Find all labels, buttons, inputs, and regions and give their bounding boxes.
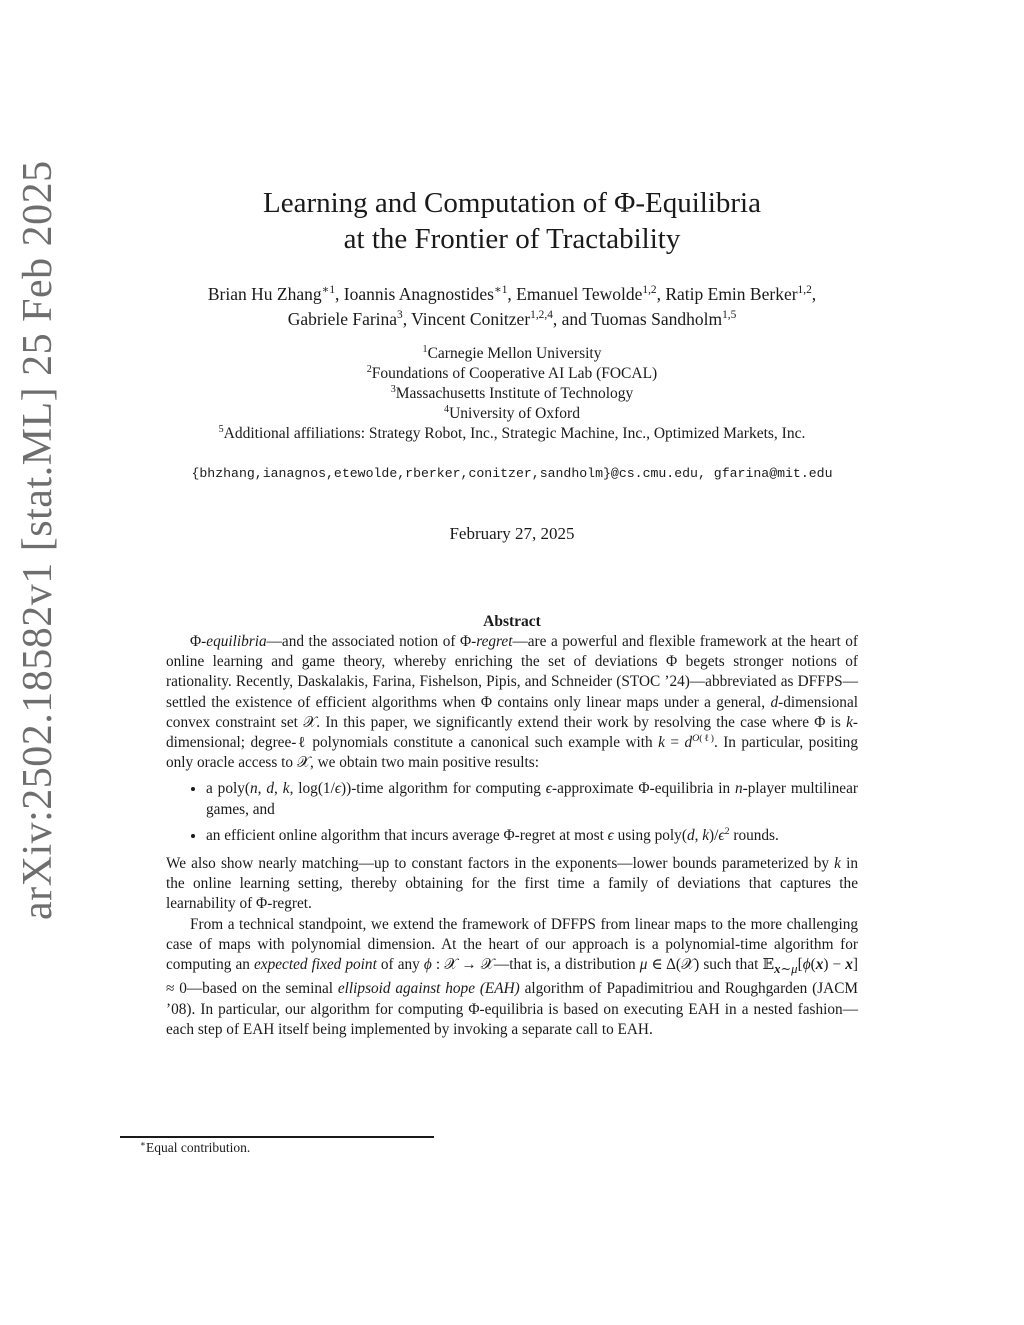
- author-mark: ∗1: [321, 284, 336, 297]
- author-name: Brian Hu Zhang: [207, 284, 322, 304]
- abstract-paragraph: Φ-equilibria—and the associated notion of Φ-regret—are a powerful and flexible framework at the heart of online learning and game theory, whereby enriching the set of deviations Φ begets stronger notions of rationality. Recently, Daskalakis, Farina, Fishelson, Pipis, and Schneider (STOC ’24)—abbreviated as DFFPS—settled the existence of efficient algorithms when Φ contains only linear maps under a general, d-dimensional convex constraint set 𝒳. In this paper, we significantly extend their work by resolving the case where Φ is k-dimensional; degree-ℓ polynomials constitute a canonical such example with $k = d^{O(\ell)}$. In particular, positing only oracle access to 𝒳, we obtain two main positive results:: [166, 633, 858, 772]
- affiliation-mark: 5: [218, 423, 224, 435]
- paper-title-line-2: at the Frontier of Tractability: [343, 223, 681, 255]
- footnote-text: Equal contribution.: [145, 1140, 251, 1155]
- author-name: Tuomas Sandholm: [590, 309, 723, 329]
- affiliation-text: Massachusetts Institute of Technology: [395, 385, 634, 402]
- affiliation-mark: 3: [390, 383, 396, 395]
- author-list: Brian Hu Zhang$^{∗1}$, Ioannis Anagnostides$^{∗1}$, Emanuel Tewolde$^{1,2}$, Ratip Emin Berker$^{1,2}$, Gabriele Farina$^3$, Vincent Conitzer$^{1,2,4}$, and Tuomas Sandholm$^{1,5}$: [207, 284, 817, 329]
- paper-title-line-1: Learning and Computation of Φ-Equilibria: [263, 187, 761, 219]
- affiliation-text: Carnegie Mellon University: [427, 345, 602, 362]
- affiliation-text: Additional affiliations: Strategy Robot, Inc., Strategic Machine, Inc., Optimized Markets, Inc.: [223, 425, 806, 442]
- author-mark: 1,2: [642, 284, 657, 297]
- footnote-divider: [120, 1136, 434, 1138]
- author-mark: 1,5: [722, 309, 737, 322]
- author-mark: 3: [397, 309, 403, 322]
- footnote: [140, 1140, 250, 1156]
- author-mark: ∗1: [493, 284, 508, 297]
- author-name: Ioannis Anagnostides: [343, 284, 494, 304]
- arxiv-identifier-stamp: arXiv:2502.18582v1 [stat.ML] 25 Feb 2025: [15, 160, 61, 920]
- affiliation-mark: 1: [422, 343, 428, 355]
- abstract-body: [166, 632, 858, 1040]
- affiliation-mark: 2: [366, 363, 372, 375]
- affiliation-list: [0, 344, 1024, 444]
- author-name: Gabriele Farina: [287, 309, 398, 329]
- abstract-paragraph: We also show nearly matching—up to constant factors in the exponents—lower bounds parameterized by k in the online learning setting, thereby obtaining for the first time a family of deviations that captures the learnability of Φ-regret.: [166, 855, 858, 913]
- author-mark: 1,2: [797, 284, 812, 297]
- affiliation-item: [0, 384, 1024, 404]
- author-name: Ratip Emin Berker: [665, 284, 798, 304]
- author-name: Vincent Conitzer: [411, 309, 531, 329]
- paper-date: February 27, 2025: [449, 524, 575, 543]
- affiliation-item: [0, 404, 1024, 424]
- footnote-mark: ∗: [140, 1138, 146, 1149]
- affiliation-mark: 4: [444, 403, 450, 415]
- author-mark: 1,2,4: [530, 309, 553, 322]
- affiliation-item: [0, 424, 1024, 444]
- affiliation-item: [0, 344, 1024, 364]
- author-name: Emanuel Tewolde: [516, 284, 643, 304]
- affiliation-text: Foundations of Cooperative AI Lab (FOCAL): [371, 365, 658, 382]
- author-emails[interactable]: {bhzhang,ianagnos,etewolde,rberker,conitzer,sandholm}@cs.cmu.edu, gfarina@mit.edu: [191, 466, 833, 481]
- list-item: • an efficient online algorithm that incurs average Φ-regret at most ϵ using poly(d, $k)/\epsilon^2$ rounds.: [206, 826, 858, 846]
- list-item: • a poly(n, d, k, log(1/ϵ))-time algorithm for computing ϵ-approximate Φ-equilibria in n-player multilinear games, and: [206, 779, 858, 819]
- abstract-heading: Abstract: [483, 613, 541, 630]
- affiliation-item: [0, 364, 1024, 384]
- results-list: [166, 779, 858, 846]
- abstract-paragraph: From a technical standpoint, we extend the framework of DFFPS from linear maps to the more challenging case of maps with polynomial dimension. At the heart of our approach is a polynomial-time algorithm for computing an expected fixed point of any ϕ : 𝒳 → 𝒳—that is, a distribution μ ∈ Δ(𝒳) such that 𝔼$_{x\sim\mu}$[ϕ(x) − x] ≈ 0—based on the seminal ellipsoid against hope (EAH) algorithm of Papadimitriou and Roughgarden (JACM ’08). In particular, our algorithm for computing Φ-equilibria is based on executing EAH in a nested fashion—each step of EAH itself being implemented by invoking a separate call to EAH.: [166, 915, 858, 1038]
- affiliation-text: University of Oxford: [449, 405, 580, 422]
